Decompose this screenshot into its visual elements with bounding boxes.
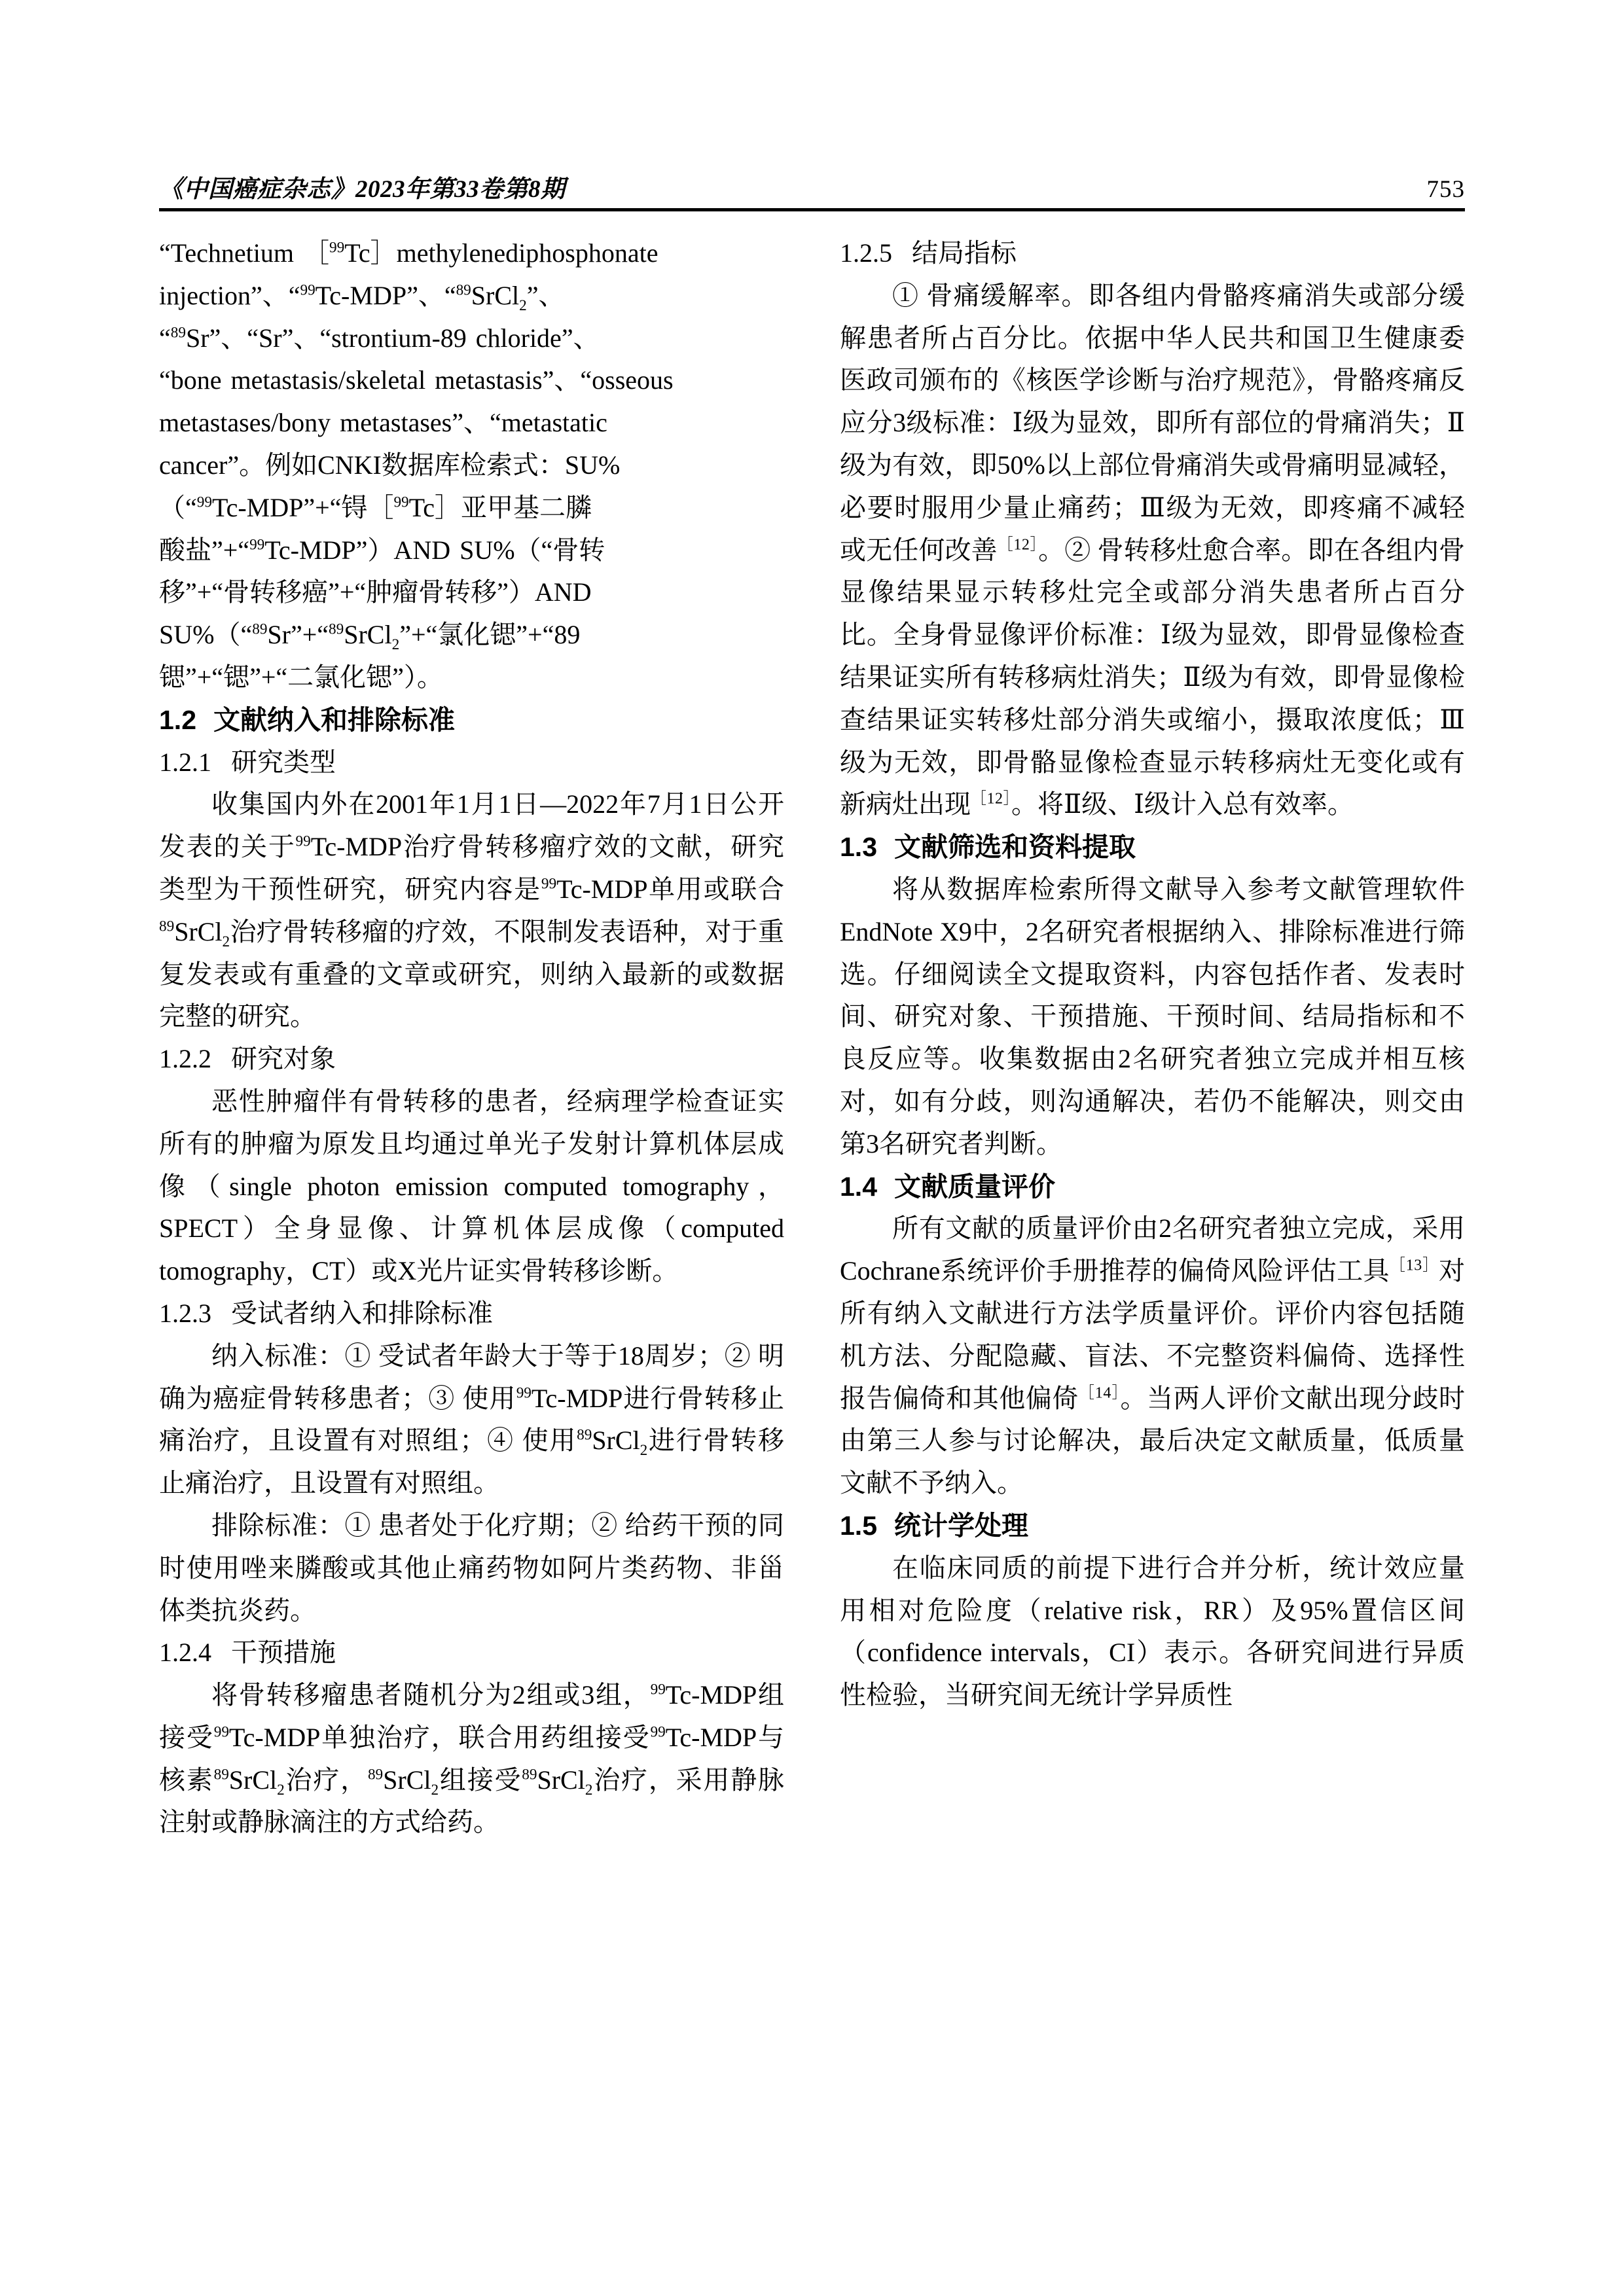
heading-1-3-title: 文献筛选和资料提取 [894, 832, 1136, 863]
heading-1-2-2-number: 1.2.2 [159, 1044, 211, 1074]
heading-1-2 [159, 699, 784, 742]
page-number: 753 [1426, 176, 1465, 203]
heading-1-5 [840, 1505, 1465, 1547]
heading-1-2-3-number: 1.2.3 [159, 1298, 211, 1328]
keyword-line: 锶”+“锶”+“二氯化锶”）。 [159, 662, 443, 692]
page-header [159, 169, 1465, 204]
header-rule [159, 208, 1465, 211]
heading-1-2-1-title: 研究类型 [231, 747, 336, 777]
keyword-line: “bone metastasis/skeletal metastasis”、“osseous [159, 365, 674, 395]
heading-1-3-number: 1.3 [840, 832, 877, 863]
paragraph-quality-assessment: 所有文献的质量评价由2名研究者独立完成，采用Cochrane系统评价手册推荐的偏倚风险评估工具$^{[13]}$对所有纳入文献进行方法学质量评价。评价内容包括随机方法、分配隐藏、盲法、不完整资料偏倚、选择性报告偏倚和其他偏倚$^{[14]}$。当两人评价文献出现分歧时由第三人参与讨论解决，最后决定文献质量，低质量文献不予纳入。 [840, 1213, 1465, 1498]
keyword-line: “$^{89}$Sr”、“Sr”、“strontium-89 chloride”、 [159, 323, 600, 353]
heading-1-2-2-title: 研究对象 [231, 1044, 336, 1074]
keyword-line: injection”、“$^{99}$Tc-MDP”、“$^{89}$SrCl$_2$”、 [159, 280, 565, 314]
paragraph-exclusion-criteria: 排除标准：① 患者处于化疗期；② 给药干预的同时使用唑来膦酸或其他止痛药物如阿片类药物、非甾体类抗炎药。 [159, 1510, 784, 1625]
journal-citation-line: 《中国癌症杂志》2023年第33卷第8期 [159, 176, 566, 203]
keyword-line: “Technetium ［$^{99}$Tc］methylenediphosphonate [159, 238, 659, 268]
heading-1-4 [840, 1166, 1465, 1208]
heading-1-2-number: 1.2 [159, 704, 196, 735]
heading-1-2-3 [159, 1293, 784, 1335]
right-column [840, 232, 1465, 2111]
body-columns [159, 232, 1465, 2111]
heading-1-2-4-title: 干预措施 [231, 1638, 336, 1668]
heading-1-4-title: 文献质量评价 [894, 1171, 1055, 1202]
heading-1-5-title: 统计学处理 [894, 1510, 1028, 1541]
keyword-line: 移”+“骨转移癌”+“肿瘤骨转移”）AND [159, 577, 592, 607]
keyword-line: （“$^{99}$Tc-MDP”+“锝［$^{99}$Tc］亚甲基二膦 [159, 492, 592, 522]
paragraph-outcome-measures: ① 骨痛缓解率。即各组内骨骼疼痛消失或部分缓解患者所占百分比。依据中华人民共和国卫生健康委医政司颁布的《核医学诊断与治疗规范》，骨骼疼痛反应分3级标准：Ⅰ级为显效，即所有部位的骨痛消失；Ⅱ级为有效，即50%以上部位骨痛消失或骨痛明显减轻，必要时服用少量止痛药；Ⅲ级为无效，即疼痛不减轻或无任何改善$^{[12]}$。② 骨转移灶愈合率。即在各组内骨显像结果显示转移灶完全或部分消失患者所占百分比。全身骨显像评价标准：Ⅰ级为显效，即骨显像检查结果证实所有转移病灶消失；Ⅱ级为有效，即骨显像检查结果证实转移灶部分消失或缩小，摄取浓度低；Ⅲ级为无效，即骨骼显像检查显示转移病灶无变化或有新病灶出现$^{[12]}$。将Ⅱ级、Ⅰ级计入总有效率。 [840, 280, 1466, 819]
heading-1-2-title: 文献纳入和排除标准 [213, 704, 455, 735]
paragraph-statistics: 在临床同质的前提下进行合并分析，统计效应量用相对危险度（relative risk，RR）及95%置信区间（confidence intervals，CI）表示。各研究间进行异质性检验，当研究间无统计学异质性 [840, 1552, 1465, 1710]
paragraph-interventions: 将骨转移瘤患者随机分为2组或3组，$^{99}$Tc-MDP组接受$^{99}$Tc-MDP单独治疗，联合用药组接受$^{99}$Tc-MDP与核素$^{89}$SrCl$_2$治疗，$^{89}$SrCl$_2$组接受$^{89}$SrCl$_2$治疗，采用静脉注射或静脉滴注的方式给药。 [159, 1680, 785, 1837]
heading-1-2-4 [159, 1632, 784, 1674]
heading-1-3 [840, 826, 1465, 869]
heading-1-2-5-number: 1.2.5 [840, 238, 892, 268]
heading-1-2-2 [159, 1038, 784, 1081]
paragraph-study-subjects: 恶性肿瘤伴有骨转移的患者，经病理学检查证实所有的肿瘤为原发且均通过单光子发射计算机体层成像（single photon emission computed tomography，SPECT）全身显像、计算机体层成像（computed tomography，CT）或X光片证实骨转移诊断。 [159, 1086, 784, 1286]
keyword-line: metastases/bony metastases”、“metastatic [159, 408, 607, 438]
left-column [159, 232, 784, 2111]
keyword-line: 酸盐”+“$^{99}$Tc-MDP”）AND SU%（“骨转 [159, 535, 605, 565]
heading-1-4-number: 1.4 [840, 1171, 877, 1202]
heading-1-2-1 [159, 742, 784, 784]
heading-1-5-number: 1.5 [840, 1510, 877, 1541]
keyword-search-paragraph [159, 232, 784, 699]
keyword-line: cancer”。例如CNKI数据库检索式：SU% [159, 450, 621, 480]
paragraph-literature-screening: 将从数据库检索所得文献导入参考文献管理软件EndNote X9中，2名研究者根据纳入、排除标准进行筛选。仔细阅读全文提取资料，内容包括作者、发表时间、研究对象、干预措施、干预时间、结局指标和不良反应等。收集数据由2名研究者独立完成并相互核对，如有分歧，则沟通解决，若仍不能解决，则交由第3名研究者判断。 [840, 874, 1465, 1158]
heading-1-2-4-number: 1.2.4 [159, 1638, 211, 1668]
heading-1-2-1-number: 1.2.1 [159, 747, 211, 777]
paragraph-inclusion-criteria: 纳入标准：① 受试者年龄大于等于18周岁；② 明确为癌症骨转移患者；③ 使用$^{99}$Tc-MDP进行骨转移止痛治疗，且设置有对照组；④ 使用$^{89}$SrCl$_2$进行骨转移止痛治疗，且设置有对照组。 [159, 1340, 785, 1498]
heading-1-2-5-title: 结局指标 [912, 238, 1017, 268]
heading-1-2-5 [840, 232, 1465, 275]
paragraph-study-type: 收集国内外在2001年1月1日—2022年7月1日公开发表的关于$^{99}$Tc-MDP治疗骨转移瘤疗效的文献，研究类型为干预性研究，研究内容是$^{99}$Tc-MDP单用或联合$^{89}$SrCl$_2$治疗骨转移瘤的疗效，不限制发表语种，对于重复发表或有重叠的文章或研究，则纳入最新的或数据完整的研究。 [159, 789, 785, 1031]
heading-1-2-3-title: 受试者纳入和排除标准 [231, 1298, 493, 1328]
keyword-line: SU%（“$^{89}$Sr”+“$^{89}$SrCl$_2$”+“氯化锶”+“89 [159, 620, 581, 654]
